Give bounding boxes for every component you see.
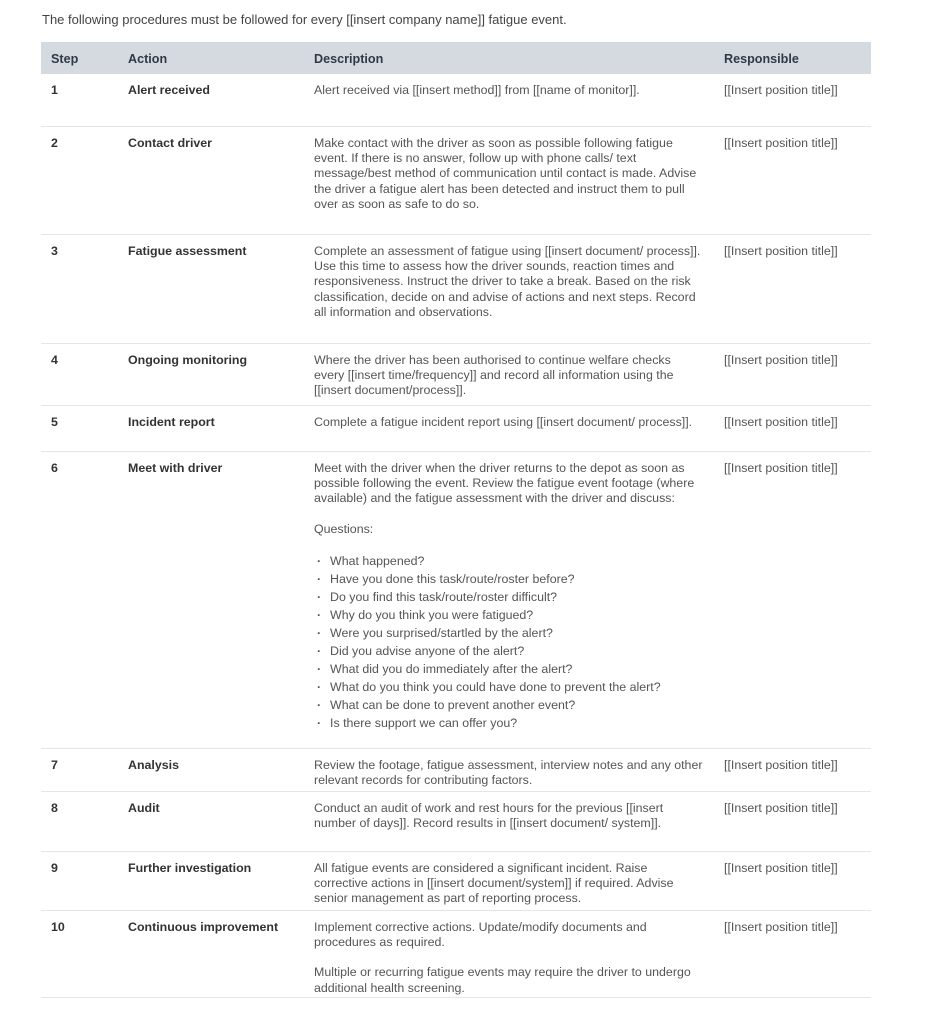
table-row — [41, 451, 871, 748]
description-paragraph: Questions: — [314, 521, 374, 536]
action-label: Fatigue assessment — [118, 234, 304, 343]
step-number: 5 — [41, 405, 118, 451]
responsible-cell: [[Insert position title]] — [714, 910, 871, 998]
action-label: Meet with driver — [118, 451, 304, 748]
responsible-cell: [[Insert position title]] — [714, 343, 871, 405]
responsible-cell: [[Insert position title]] — [714, 851, 871, 910]
action-label: Further investigation — [118, 851, 304, 910]
table-row — [41, 851, 871, 910]
table-body — [41, 74, 871, 998]
responsible-cell: [[Insert position title]] — [714, 748, 871, 791]
table-row — [41, 791, 871, 851]
question-item: · What happened? — [314, 552, 704, 570]
step-number: 9 — [41, 851, 118, 910]
header-responsible: Responsible — [714, 42, 871, 74]
action-label: Analysis — [118, 748, 304, 791]
description-paragraph: Complete an assessment of fatigue using [[insert document/ process]]. Use this time to assess how the driver sounds, reaction times and responsiveness. Instruct the driver to take a break. Based on the risk classification, decide on and advise of actions and next steps. Record all information and observations. — [314, 243, 701, 320]
description-cell — [304, 910, 714, 998]
description-paragraph: Conduct an audit of work and rest hours for the previous [[insert number of days]]. Record results in [[insert document/ system]]. — [314, 800, 664, 830]
question-item: · Did you advise anyone of the alert? — [314, 642, 704, 660]
description-cell — [304, 791, 714, 851]
responsible-cell: [[Insert position title]] — [714, 234, 871, 343]
question-item: · What do you think you could have done to prevent the alert? — [314, 678, 704, 696]
action-label: Ongoing monitoring — [118, 343, 304, 405]
table-row — [41, 126, 871, 234]
header-action: Action — [118, 42, 304, 74]
intro-text: The following procedures must be followed for every [[insert company name]] fatigue event. — [42, 12, 567, 27]
table-row — [41, 405, 871, 451]
step-number: 3 — [41, 234, 118, 343]
question-item: · Were you surprised/startled by the alert? — [314, 624, 704, 642]
action-label: Audit — [118, 791, 304, 851]
description-paragraph: Make contact with the driver as soon as possible following fatigue event. If there is no answer, follow up with phone calls/ text message/best method of communication until contact is made. Advise the driver a fatigue alert has been detected and instruct them to pull over as soon as safe to do so. — [314, 135, 697, 212]
procedures-table — [41, 42, 871, 998]
description-cell — [304, 74, 714, 126]
header-description: Description — [304, 42, 714, 74]
description-paragraph: Review the footage, fatigue assessment, interview notes and any other relevant records for contributing factors. — [314, 757, 703, 787]
step-number: 6 — [41, 451, 118, 748]
step-number: 7 — [41, 748, 118, 791]
responsible-cell: [[Insert position title]] — [714, 74, 871, 126]
description-cell — [304, 343, 714, 405]
description-paragraph: Alert received via [[insert method]] from [[name of monitor]]. — [314, 83, 640, 97]
description-cell — [304, 405, 714, 451]
description-cell — [304, 748, 714, 791]
description-cell — [304, 126, 714, 234]
header-step: Step — [41, 42, 118, 74]
question-item: · What did you do immediately after the alert? — [314, 660, 704, 678]
description-paragraph: Multiple or recurring fatigue events may require the driver to undergo additional health screening. — [314, 965, 691, 995]
table-row — [41, 74, 871, 126]
description-paragraph: All fatigue events are considered a significant incident. Raise corrective actions in [[insert document/system]] if required. Advise senior management as part of reporting process. — [314, 860, 674, 906]
description-paragraph: Complete a fatigue incident report using [[insert document/ process]]. — [314, 414, 693, 429]
responsible-cell: [[Insert position title]] — [714, 451, 871, 748]
table-row — [41, 748, 871, 791]
action-label: Incident report — [118, 405, 304, 451]
responsible-cell: [[Insert position title]] — [714, 791, 871, 851]
question-item: · Have you done this task/route/roster before? — [314, 570, 704, 588]
table-row — [41, 910, 871, 998]
description-cell — [304, 451, 714, 748]
description-paragraph: Where the driver has been authorised to continue welfare checks every [[insert time/frequency]] and record all information using the [[insert document/process]]. — [314, 352, 674, 398]
action-label: Contact driver — [118, 126, 304, 234]
step-number: 2 — [41, 126, 118, 234]
responsible-cell: [[Insert position title]] — [714, 126, 871, 234]
table-header-row — [41, 42, 871, 74]
step-number: 8 — [41, 791, 118, 851]
description-paragraph: Implement corrective actions. Update/modify documents and procedures as required. — [314, 919, 647, 949]
step-number: 4 — [41, 343, 118, 405]
description-paragraph: Meet with the driver when the driver returns to the depot as soon as possible following the event. Review the fatigue event footage (where available) and the fatigue assessment with the driver and discuss: — [314, 460, 695, 506]
description-cell — [304, 851, 714, 910]
table-row — [41, 343, 871, 405]
action-label: Alert received — [118, 74, 304, 126]
step-number: 10 — [41, 910, 118, 998]
question-item: · Do you find this task/route/roster difficult? — [314, 588, 704, 606]
step-number: 1 — [41, 74, 118, 126]
question-item: · Is there support we can offer you? — [314, 714, 704, 732]
question-item: · Why do you think you were fatigued? — [314, 606, 704, 624]
description-cell — [304, 234, 714, 343]
table-row — [41, 234, 871, 343]
responsible-cell: [[Insert position title]] — [714, 405, 871, 451]
questions-list — [314, 552, 704, 732]
question-item: · What can be done to prevent another event? — [314, 696, 704, 714]
action-label: Continuous improvement — [118, 910, 304, 998]
